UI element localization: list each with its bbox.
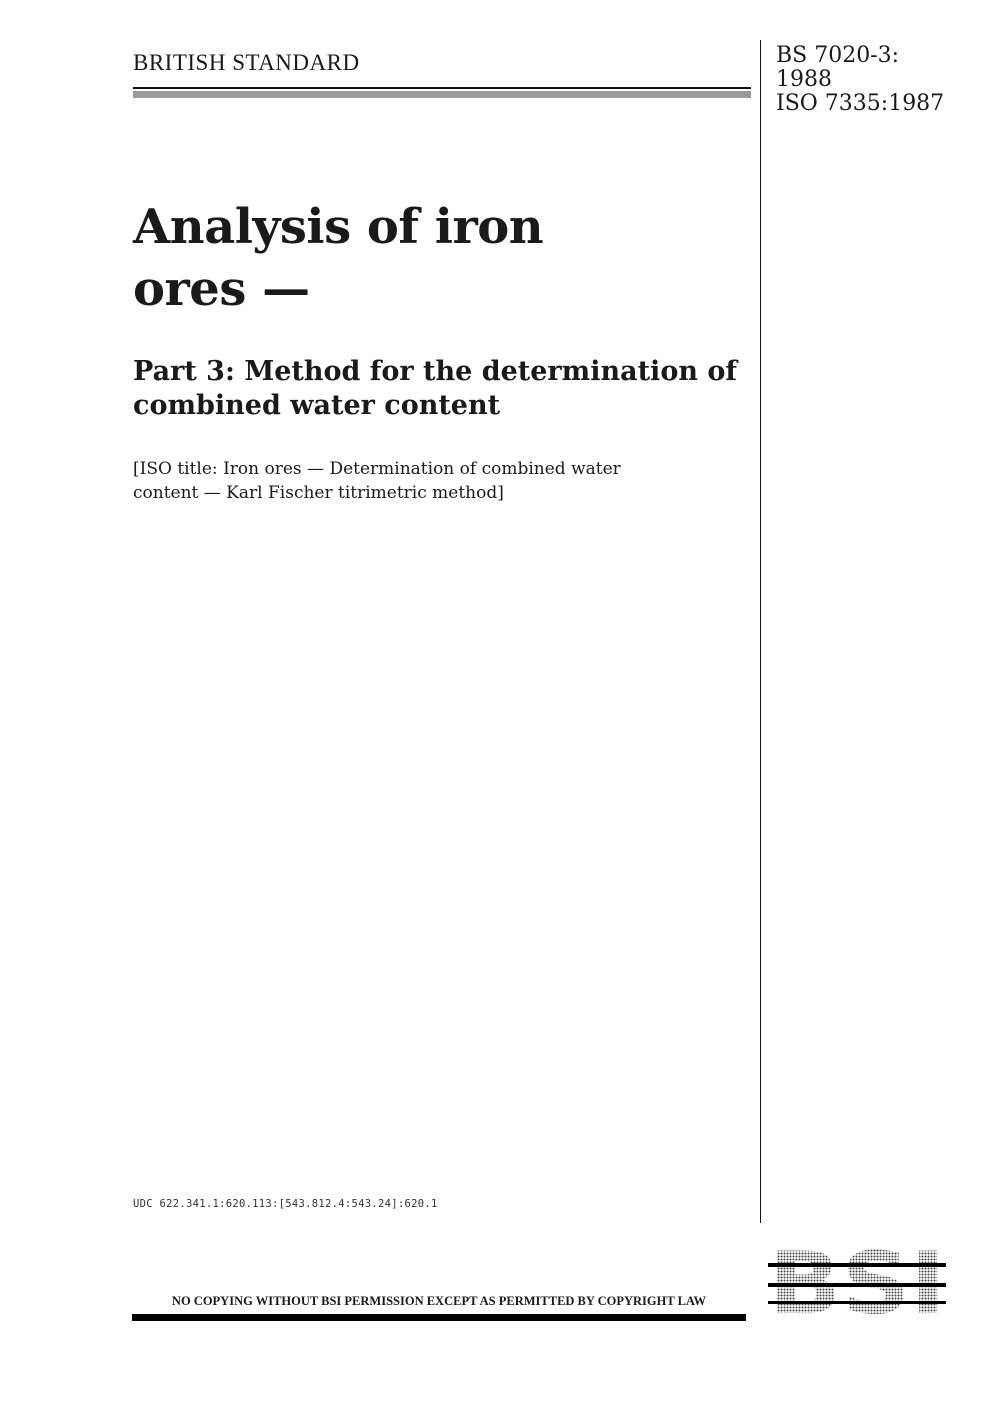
standard-number-line2: 1988 [776, 67, 832, 92]
part-title-line1: Part 3: Method for the determination of [133, 356, 737, 387]
document-title [133, 196, 543, 320]
footer-bar [132, 1314, 746, 1321]
column-divider [760, 40, 761, 1223]
bsi-logo [768, 1243, 946, 1321]
document-title-line1: Analysis of iron [133, 199, 544, 255]
series-label: BRITISH STANDARD [133, 50, 360, 75]
part-title-line2: combined water content [133, 390, 501, 421]
iso-title-line2: content — Karl Fischer titrimetric method] [133, 483, 504, 503]
copyright-notice: NO COPYING WITHOUT BSI PERMISSION EXCEPT AS PERMITTED BY COPYRIGHT LAW [171, 1294, 707, 1308]
header-rule-shaded [133, 91, 751, 98]
standard-number-line1: BS 7020-3: [776, 43, 900, 68]
standard-number [776, 44, 944, 116]
udc-classification: UDC 622.341.1:620.113:[543.812.4:543.24]:620.1 [133, 1198, 438, 1210]
iso-title-line1: [ISO title: Iron ores — Determination of combined water [133, 459, 621, 479]
document-title-line2: ores — [133, 261, 310, 317]
header-rule [133, 87, 751, 89]
iso-title [133, 457, 621, 505]
iso-number: ISO 7335:1987 [776, 91, 945, 116]
part-title [133, 355, 753, 423]
